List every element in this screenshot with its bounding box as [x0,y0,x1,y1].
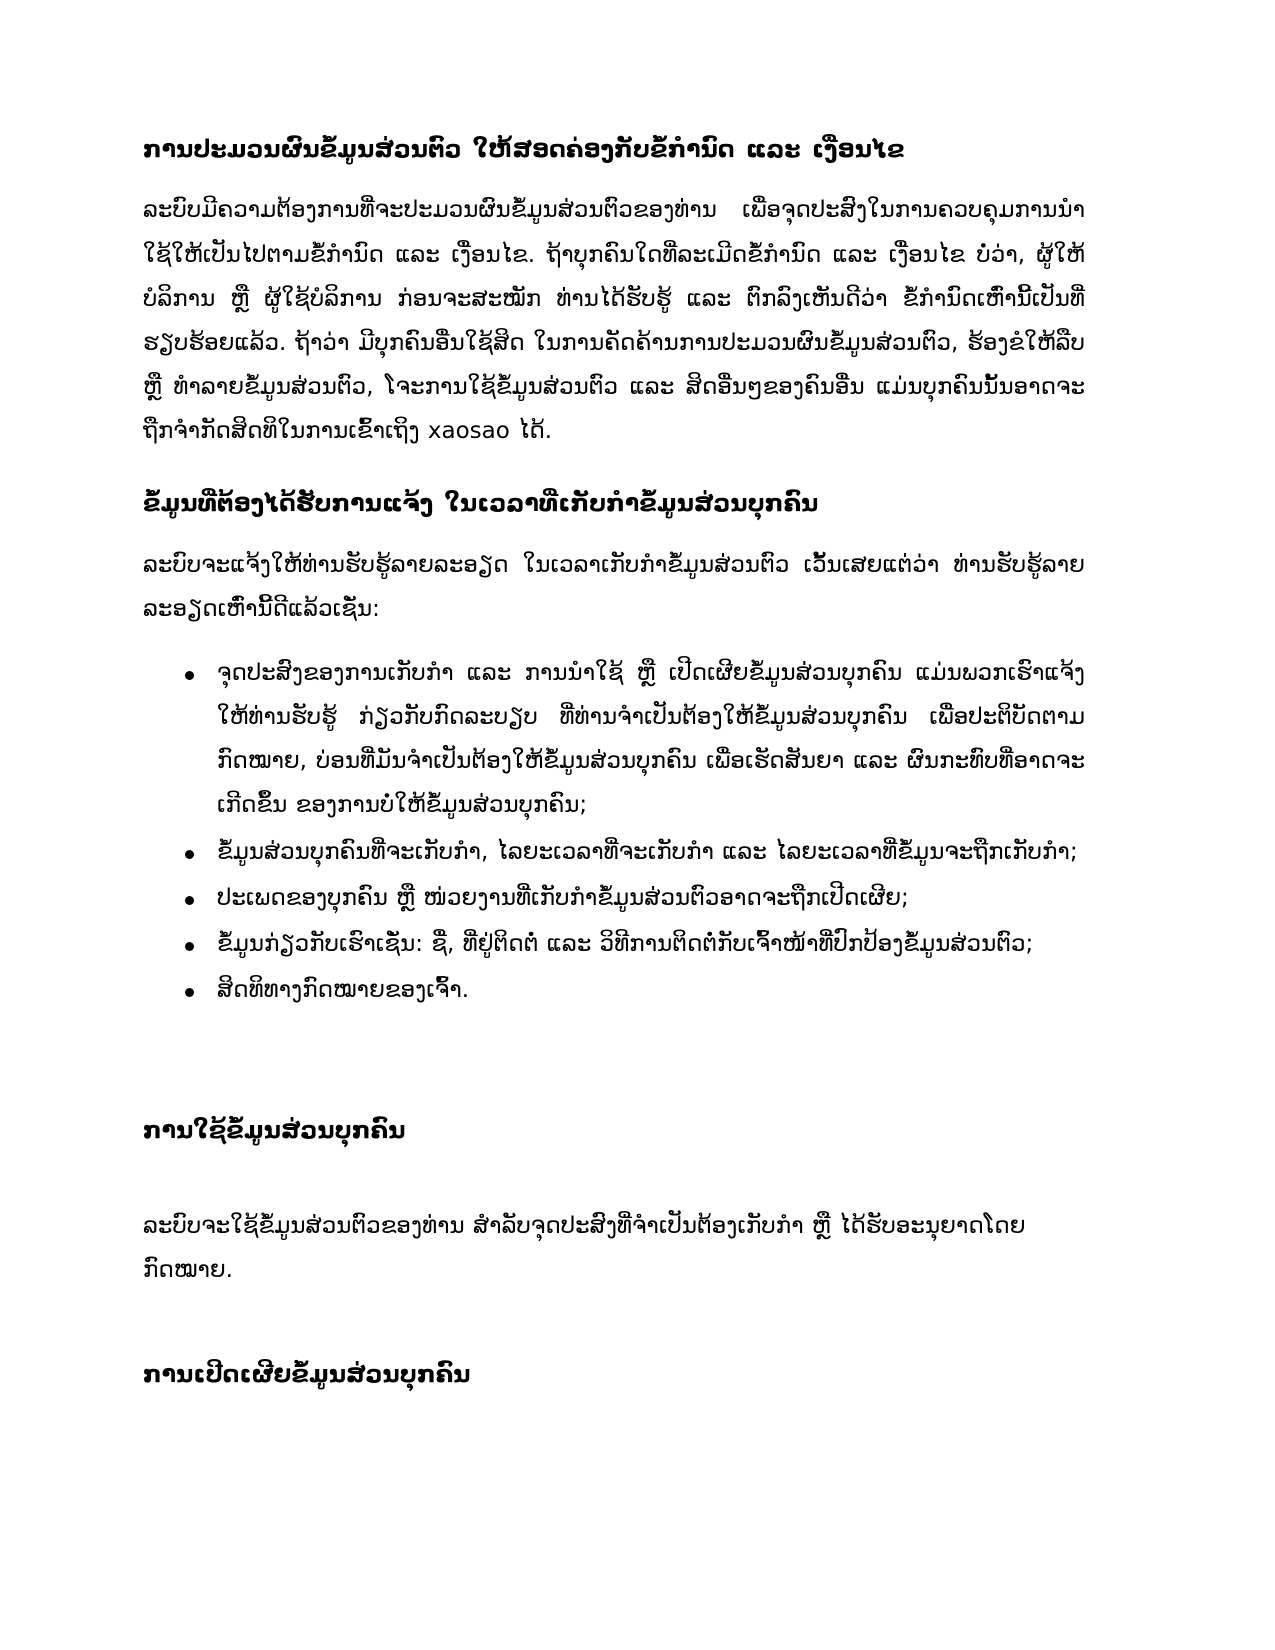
list-item: ປະເພດຂອງບຸກຄົນ ຫຼື ໜ່ວຍງານທີ່ເກັບກຳຂໍ້ມູນສ່ວນຕົວອາດຈະຖືກເປີດເຜີຍ; [215,876,1085,920]
paragraph-use-of-personal-data: ລະບົບຈະໃຊ້ຂໍ້ມູນສ່ວນຕົວຂອງທ່ານ ສຳລັບຈຸດປະສົງທີ່ຈຳເປັນຕ້ອງເກັບກຳ ຫຼື ໄດ້ຮັບອະນຸຍາດໂດຍກົດໝາຍ. [143,1212,1026,1283]
document-body [143,133,1085,1391]
heading-disclosure-of-personal-data: ການເປີດເຜີຍຂໍ້ມູນສ່ວນບຸກຄົນ [143,1359,471,1388]
list-item: ສິດທິທາງກົດໝາຍຂອງເຈົ້າ. [215,968,1085,1012]
heading-processing-compliance: ການປະມວນຜົນຂໍ້ມູນສ່ວນຕົວ ໃຫ້ສອດຄ່ອງກັບຂໍ້ກຳນົດ ແລະ ເງື່ອນໄຂ [143,135,905,163]
spacer-after-list [143,1014,1085,1044]
spacer-before-disclosure-heading [143,1312,1085,1358]
list-item: ຈຸດປະສົງຂອງການເກັບກຳ ແລະ ການນຳໃຊ້ ຫຼື ເປີດເຜີຍຂໍ້ມູນສ່ວນບຸກຄົນ ແມ່ນພວກເຮົາແຈ້ງໃຫ້ທ່ານຮັບຮູ້ ກ່ຽວກັບກົດລະບຽບ ທີ່ທ່ານຈຳເປັນຕ້ອງໃຫ້ຂໍ້ມູນສ່ວນບຸກຄົນ ເພື່ອປະຕິບັດຕາມກົດໝາຍ, ບ່ອນທີ່ມັນຈຳເປັນຕ້ອງໃຫ້ຂໍ້ມູນສ່ວນບຸກຄົນ ເພື່ອເຮັດສັນຍາ ແລະ ຜົນກະທົບທີ່ອາດຈະເກີດຂຶ້ນ ຂອງການບໍ່ໃຫ້ຂໍ້ມູນສ່ວນບຸກຄົນ; [215,651,1085,828]
heading-use-of-personal-data: ການໃຊ້ຂໍ້ມູນສ່ວນບຸກຄົນ [143,1116,406,1145]
list-item: ຂໍ້ມູນສ່ວນບຸກຄົນທີ່ຈະເກັບກຳ, ໄລຍະເວລາທີ່ຈະເກັບກຳ ແລະ ໄລຍະເວລາທີ່ຂໍ້ມູນຈະຖືກເກັບກຳ; [215,830,1085,874]
heading-notice-on-collection: ຂໍ້ມູນທີ່ຕ້ອງໄດ້ຮັບການແຈ້ງ ໃນເວລາທີ່ເກັບກຳຂໍ້ມູນສ່ວນບຸກຄົນ [143,489,819,518]
spacer-before-use-paragraph [143,1148,1085,1204]
list-item: ຂໍ້ມູນກ່ຽວກັບເຮົາເຊັ່ນ: ຊື່, ທີ່ຢູ່ຕິດຕໍ່ ແລະ ວິທີການຕິດຕໍ່ກັບເຈົ້າໜ້າທີ່ປົກປ້ອງຂໍ້ມູນສ່ວນຕົວ; [215,922,1085,966]
paragraph-notice-on-collection: ລະບົບຈະແຈ້ງໃຫ້ທ່ານຮັບຮູ້ລາຍລະອຽດ ໃນເວລາເກັບກຳຂໍ້ມູນສ່ວນຕົວ ເວັ້ນເສຍແຕ່ວ່າ ທ່ານຮັບຮູ້ລາຍລະອຽດເຫົ່ານີ້ດີແລ້ວເຊັ່ນ: [143,551,1085,622]
paragraph-processing-compliance: ລະບົບມີຄວາມຕ້ອງການທີ່ຈະປະມວນຜົນຂໍ້ມູນສ່ວນຕົວຂອງທ່ານ ເພື່ອຈຸດປະສົງໃນການຄວບຄຸມການນຳໃຊ້ໃຫ້ເປັນໄປຕາມຂໍ້ກຳນົດ ແລະ ເງື່ອນໄຂ. ຖ້າບຸກຄົນໃດທີ່ລະເມີດຂໍ້ກຳນົດ ແລະ ເງື່ອນໄຂ ບໍ່ວ່າ, ຜູ້ໃຫ້ບໍລິການ ຫຼື ຜູ້ໃຊ້ບໍລິການ ກ່ອນຈະສະໝັກ ທ່ານໄດ້ຮັບຮູ້ ແລະ ຕົກລົງເຫັນດີວ່າ ຂໍ້ກຳນົດເຫົ່ານີ້ເປັນທີ່ຮຽບຮ້ອຍແລ້ວ. ຖ້າວ່າ ມີບຸກຄົນອື່ນໃຊ້ສິດ ໃນການຄັດຄ້ານການປະມວນຜົນຂໍ້ມູນສ່ວນຕົວ, ຮ້ອງຂໍໃຫ້ລືບ ຫຼື ທຳລາຍຂໍ້ມູນສ່ວນຕົວ, ໂຈະການໃຊ້ຂໍ້ມູນສ່ວນຕົວ ແລະ ສິດອື່ນໆຂອງຄົນອື່ນ ແມ່ນບຸກຄົນນັ້ນອາດຈະຖືກຈຳກັດສິດທິໃນການເຂົ້າເຖິງ xaosao ໄດ້. [143,197,1085,445]
notice-details-list [143,651,1085,1012]
